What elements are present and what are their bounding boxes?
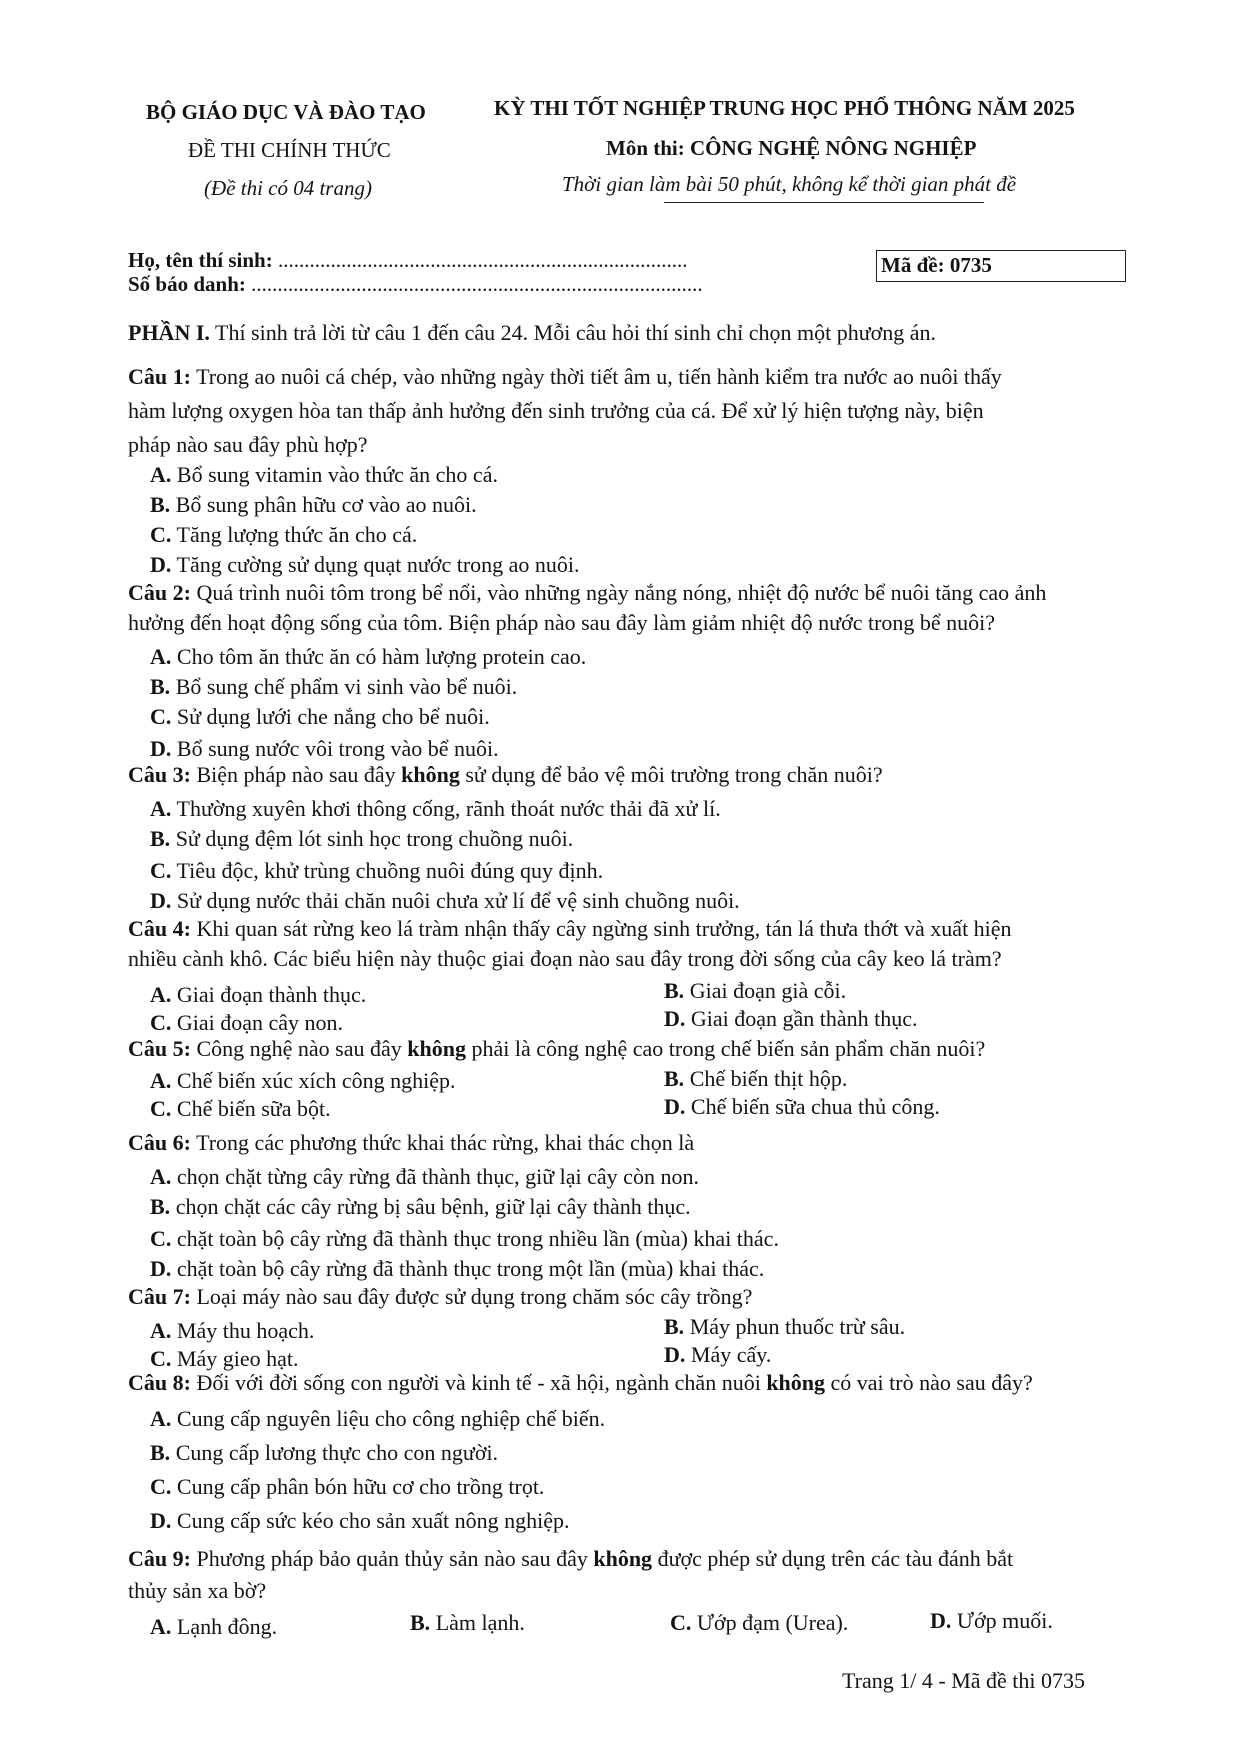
q5-label: Câu 5: bbox=[128, 1036, 191, 1061]
q1-label: Câu 1: bbox=[128, 364, 191, 389]
q4-label: Câu 4: bbox=[128, 916, 191, 941]
candidate-name-label: Họ, tên thí sinh: bbox=[128, 248, 273, 272]
q1-option-d: D. Tăng cường sử dụng quạt nước trong ao nuôi. bbox=[150, 552, 580, 577]
q4-option-c: C. Giai đoạn cây non. bbox=[150, 1010, 344, 1035]
q7-option-d: D. Máy cấy. bbox=[664, 1342, 772, 1367]
q7-line1: Câu 7: Loại máy nào sau đây được sử dụng trong chăm sóc cây trồng? bbox=[128, 1284, 753, 1309]
q4-option-d: D. Giai đoạn gần thành thục. bbox=[664, 1006, 918, 1031]
part1-label: PHẦN I. bbox=[128, 320, 210, 345]
pages-note: (Đề thi có 04 trang) bbox=[204, 176, 372, 200]
q6-option-a: A. chọn chặt từng cây rừng đã thành thục, giữ lại cây còn non. bbox=[150, 1164, 699, 1189]
q1-text-1: Trong ao nuôi cá chép, vào những ngày thời tiết âm u, tiến hành kiểm tra nước ao nuôi thấy bbox=[196, 364, 1002, 389]
q1-option-c: C. Tăng lượng thức ăn cho cá. bbox=[150, 522, 418, 547]
q2-option-d: D. Bổ sung nước vôi trong vào bể nuôi. bbox=[150, 736, 499, 761]
q5-option-c: C. Chế biến sữa bột. bbox=[150, 1096, 331, 1121]
q9-option-a: A. Lạnh đông. bbox=[150, 1614, 278, 1639]
duration-underline bbox=[664, 202, 984, 203]
q8-option-d: D. Cung cấp sức kéo cho sản xuất nông nghiệp. bbox=[150, 1508, 570, 1533]
exam-title: KỲ THI TỐT NGHIỆP TRUNG HỌC PHỔ THÔNG NĂM 2025 bbox=[494, 96, 1075, 120]
q6-option-c: C. chặt toàn bộ cây rừng đã thành thục trong nhiều lần (mùa) khai thác. bbox=[150, 1226, 779, 1251]
q6-label: Câu 6: bbox=[128, 1130, 191, 1155]
q7-option-b: B. Máy phun thuốc trừ sâu. bbox=[664, 1314, 906, 1339]
ministry-name: BỘ GIÁO DỤC VÀ ĐÀO TẠO bbox=[146, 100, 426, 124]
q3-option-b: B. Sử dụng đệm lót sinh học trong chuồng nuôi. bbox=[150, 826, 574, 851]
q9-option-b: B. Làm lạnh. bbox=[410, 1610, 525, 1635]
q1-option-b: B. Bổ sung phân hữu cơ vào ao nuôi. bbox=[150, 492, 477, 517]
q3-option-d: D. Sử dụng nước thải chăn nuôi chưa xử lí để vệ sinh chuồng nuôi. bbox=[150, 888, 740, 913]
q5-option-a: A. Chế biến xúc xích công nghiệp. bbox=[150, 1068, 456, 1093]
q1-line2: hàm lượng oxygen hòa tan thấp ảnh hưởng đến sinh trưởng của cá. Để xử lý hiện tượng này, biện bbox=[128, 398, 984, 423]
q1-line1 bbox=[128, 364, 1002, 390]
q8-option-b: B. Cung cấp lương thực cho con người. bbox=[150, 1440, 499, 1465]
q2-option-c: C. Sử dụng lưới che nắng cho bể nuôi. bbox=[150, 704, 490, 729]
q7-option-c: C. Máy gieo hạt. bbox=[150, 1346, 299, 1371]
subject-line bbox=[606, 136, 976, 161]
q6-option-d: D. chặt toàn bộ cây rừng đã thành thục trong một lần (mùa) khai thác. bbox=[150, 1256, 765, 1281]
exam-code-box: Mã đề: 0735 bbox=[876, 250, 1126, 282]
q7-label: Câu 7: bbox=[128, 1284, 191, 1309]
part1-text: Thí sinh trả lời từ câu 1 đến câu 24. Mỗi câu hỏi thí sinh chỉ chọn một phương án. bbox=[215, 320, 937, 345]
q5-option-b: B. Chế biến thịt hộp. bbox=[664, 1066, 848, 1091]
q2-line2: hưởng đến hoạt động sống của tôm. Biện pháp nào sau đây làm giảm nhiệt độ nước trong bể nuôi? bbox=[128, 610, 996, 635]
candidate-name-dots: .............................................................................. bbox=[277, 248, 688, 272]
candidate-id-row bbox=[128, 272, 703, 297]
q9-option-c: C. Ướp đạm (Urea). bbox=[670, 1610, 849, 1635]
q1-line3: pháp nào sau đây phù hợp? bbox=[128, 432, 368, 457]
subject-label: Môn thi: bbox=[606, 136, 685, 160]
q9-label: Câu 9: bbox=[128, 1546, 191, 1571]
q9-option-d: D. Ướp muối. bbox=[930, 1608, 1053, 1633]
q2-line1: Câu 2: Quá trình nuôi tôm trong bể nổi, vào những ngày nắng nóng, nhiệt độ nước bể nuôi tăng cao ảnh bbox=[128, 580, 1047, 605]
candidate-id-dots: ...................................................................................... bbox=[251, 272, 703, 296]
q3-option-c: C. Tiêu độc, khử trùng chuồng nuôi đúng quy định. bbox=[150, 858, 604, 883]
q3-line1: Câu 3: Biện pháp nào sau đây không sử dụng để bảo vệ môi trường trong chăn nuôi? bbox=[128, 762, 883, 787]
q8-label: Câu 8: bbox=[128, 1370, 191, 1395]
candidate-id-label: Số báo danh: bbox=[128, 272, 246, 296]
q1-option-a: A. Bổ sung vitamin vào thức ăn cho cá. bbox=[150, 462, 498, 487]
q7-option-a: A. Máy thu hoạch. bbox=[150, 1318, 315, 1343]
q2-option-b: B. Bổ sung chế phẩm vi sinh vào bể nuôi. bbox=[150, 674, 518, 699]
part1-instruction bbox=[128, 320, 936, 346]
q6-option-b: B. chọn chặt các cây rừng bị sâu bệnh, giữ lại cây thành thục. bbox=[150, 1194, 691, 1219]
q2-option-a: A. Cho tôm ăn thức ăn có hàm lượng protein cao. bbox=[150, 644, 587, 669]
q5-option-d: D. Chế biến sữa chua thủ công. bbox=[664, 1094, 940, 1119]
official-label: ĐỀ THI CHÍNH THỨC bbox=[188, 138, 391, 162]
q6-line1: Câu 6: Trong các phương thức khai thác rừng, khai thác chọn là bbox=[128, 1130, 695, 1155]
q3-option-a: A. Thường xuyên khơi thông cống, rãnh thoát nước thải đã xử lí. bbox=[150, 796, 721, 821]
q2-label: Câu 2: bbox=[128, 580, 191, 605]
exam-duration: Thời gian làm bài 50 phút, không kể thời gian phát đề bbox=[562, 172, 1017, 196]
q4-line1: Câu 4: Khi quan sát rừng keo lá tràm nhận thấy cây ngừng sinh trưởng, tán lá thưa thớt và xuất hiện bbox=[128, 916, 1012, 941]
q4-option-a: A. Giai đoạn thành thục. bbox=[150, 982, 367, 1007]
q5-line1: Câu 5: Công nghệ nào sau đây không phải là công nghệ cao trong chế biến sản phẩm chăn nuôi? bbox=[128, 1036, 986, 1061]
q4-option-b: B. Giai đoạn già cỗi. bbox=[664, 978, 847, 1003]
q9-line2: thủy sản xa bờ? bbox=[128, 1578, 267, 1603]
q4-line2: nhiều cành khô. Các biểu hiện này thuộc giai đoạn nào sau đây trong đời sống của cây keo lá tràm? bbox=[128, 946, 1002, 971]
q8-option-a: A. Cung cấp nguyên liệu cho công nghiệp chế biến. bbox=[150, 1406, 606, 1431]
q9-line1: Câu 9: Phương pháp bảo quản thủy sản nào sau đây không được phép sử dụng trên các tàu đánh bắt bbox=[128, 1546, 1014, 1571]
q3-label: Câu 3: bbox=[128, 762, 191, 787]
subject-name: CÔNG NGHỆ NÔNG NGHIỆP bbox=[690, 136, 977, 160]
candidate-name-row bbox=[128, 248, 687, 273]
q8-line1: Câu 8: Đối với đời sống con người và kinh tế - xã hội, ngành chăn nuôi không có vai trò nào sau đây? bbox=[128, 1370, 1033, 1395]
q8-option-c: C. Cung cấp phân bón hữu cơ cho trồng trọt. bbox=[150, 1474, 545, 1499]
page-footer: Trang 1/ 4 - Mã đề thi 0735 bbox=[842, 1668, 1086, 1693]
